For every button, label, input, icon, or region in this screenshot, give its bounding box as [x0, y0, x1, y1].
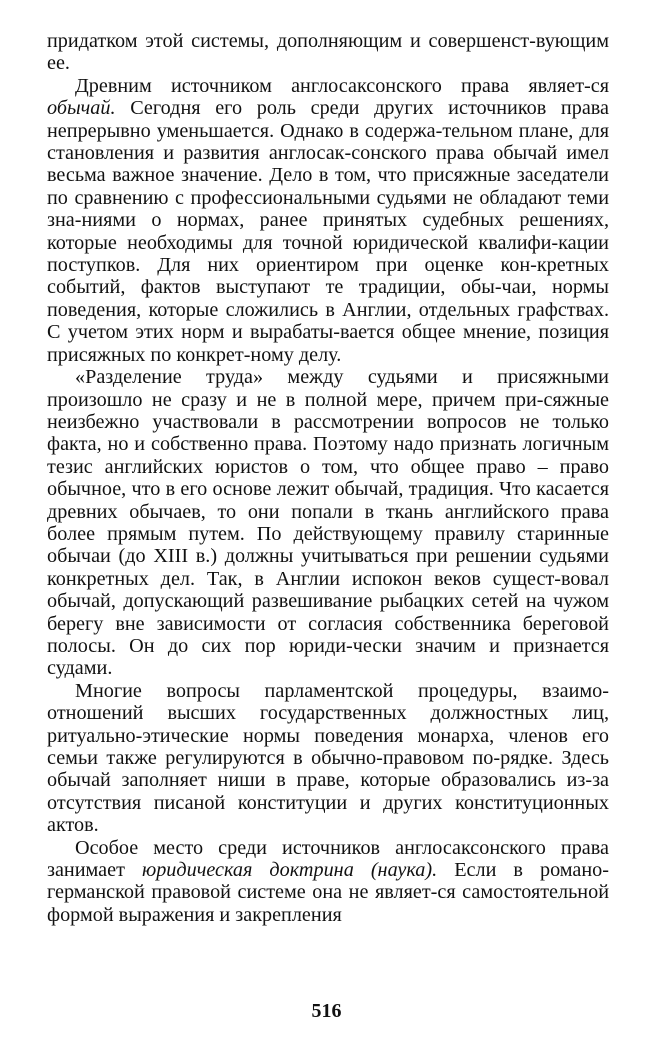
paragraph-parliamentary-procedure	[47, 680, 609, 837]
paragraph-division-of-labor	[47, 366, 609, 680]
text-segment: Древним источником англосаксонского права являет-ся	[75, 74, 609, 97]
italic-term-custom: обычай.	[47, 97, 116, 120]
text-segment: Сегодня его роль среди других источников права непрерывно уменьшается. Однако в содержа-тельном плане, для становления и развития англосак-сонского права обычай имел весьма важное значение. Дело в том, что присяжные заседатели по сравнению с профессиональными судьями не обладают теми зна-ниями о нормах, ранее принятых судебных решениях, которые необходимы для точной юридической квалифи-кации поступков. Для них ориентиром при оценке кон-кретных событий, фактов выступают те традиции, обы-чаи, нормы поведения, которые сложились в Англии, отдельных графствах. С учетом этих норм и вырабаты-вается общее мнение, позиция присяжных по конкрет-ному делу.	[47, 97, 609, 366]
paragraph-custom-source	[47, 75, 609, 366]
page-text-block	[47, 30, 609, 926]
paragraph-legal-doctrine	[47, 837, 609, 927]
italic-term-doctrine: юридическая доктрина (наука).	[141, 859, 438, 882]
text-segment: придатком этой системы, дополняющим и совершенст-вующим ее.	[47, 30, 609, 75]
paragraph-continuation	[47, 30, 609, 75]
page-number: 516	[311, 1000, 342, 1022]
text-segment: «Разделение труда» между судьями и присяжными произошло не сразу и не в полной мере, причем при-сяжные неизбежно участвовали в рассмотрении вопросов не только факта, но и собственно права. Поэтому надо признать логичным тезис английских юристов о том, что общее право – право обычное, что в его основе лежит обычай, традиция. Что касается древних обычаев, то они попали в ткань английского права более прямым путем. По действующему правилу старинные обычаи (до XIII в.) должны учитываться при решении судьями конкретных дел. Так, в Англии испокон веков сущест-вовал обычай, допускающий развешивание рыбацких сетей на чужом берегу вне зависимости от согласия собственника береговой полосы. Он до сих пор юриди-чески значим и признается судами.	[47, 366, 609, 680]
text-segment: Если в романо-германской правовой системе она не являет-ся самостоятельной формой выражения и закрепления	[47, 859, 610, 926]
text-segment: Особое место среди источников англосаксонского права занимает	[47, 836, 609, 882]
text-segment: Многие вопросы парламентской процедуры, взаимо-отношений высших государственных должностных лиц, ритуально-этические нормы поведения монарха, членов его семьи также регулируются в обычно-правовом по-рядке. Здесь обычай заполняет ниши в праве, которые образовались из-за отсутствия писаной конституции и других конституционных актов.	[47, 679, 609, 837]
